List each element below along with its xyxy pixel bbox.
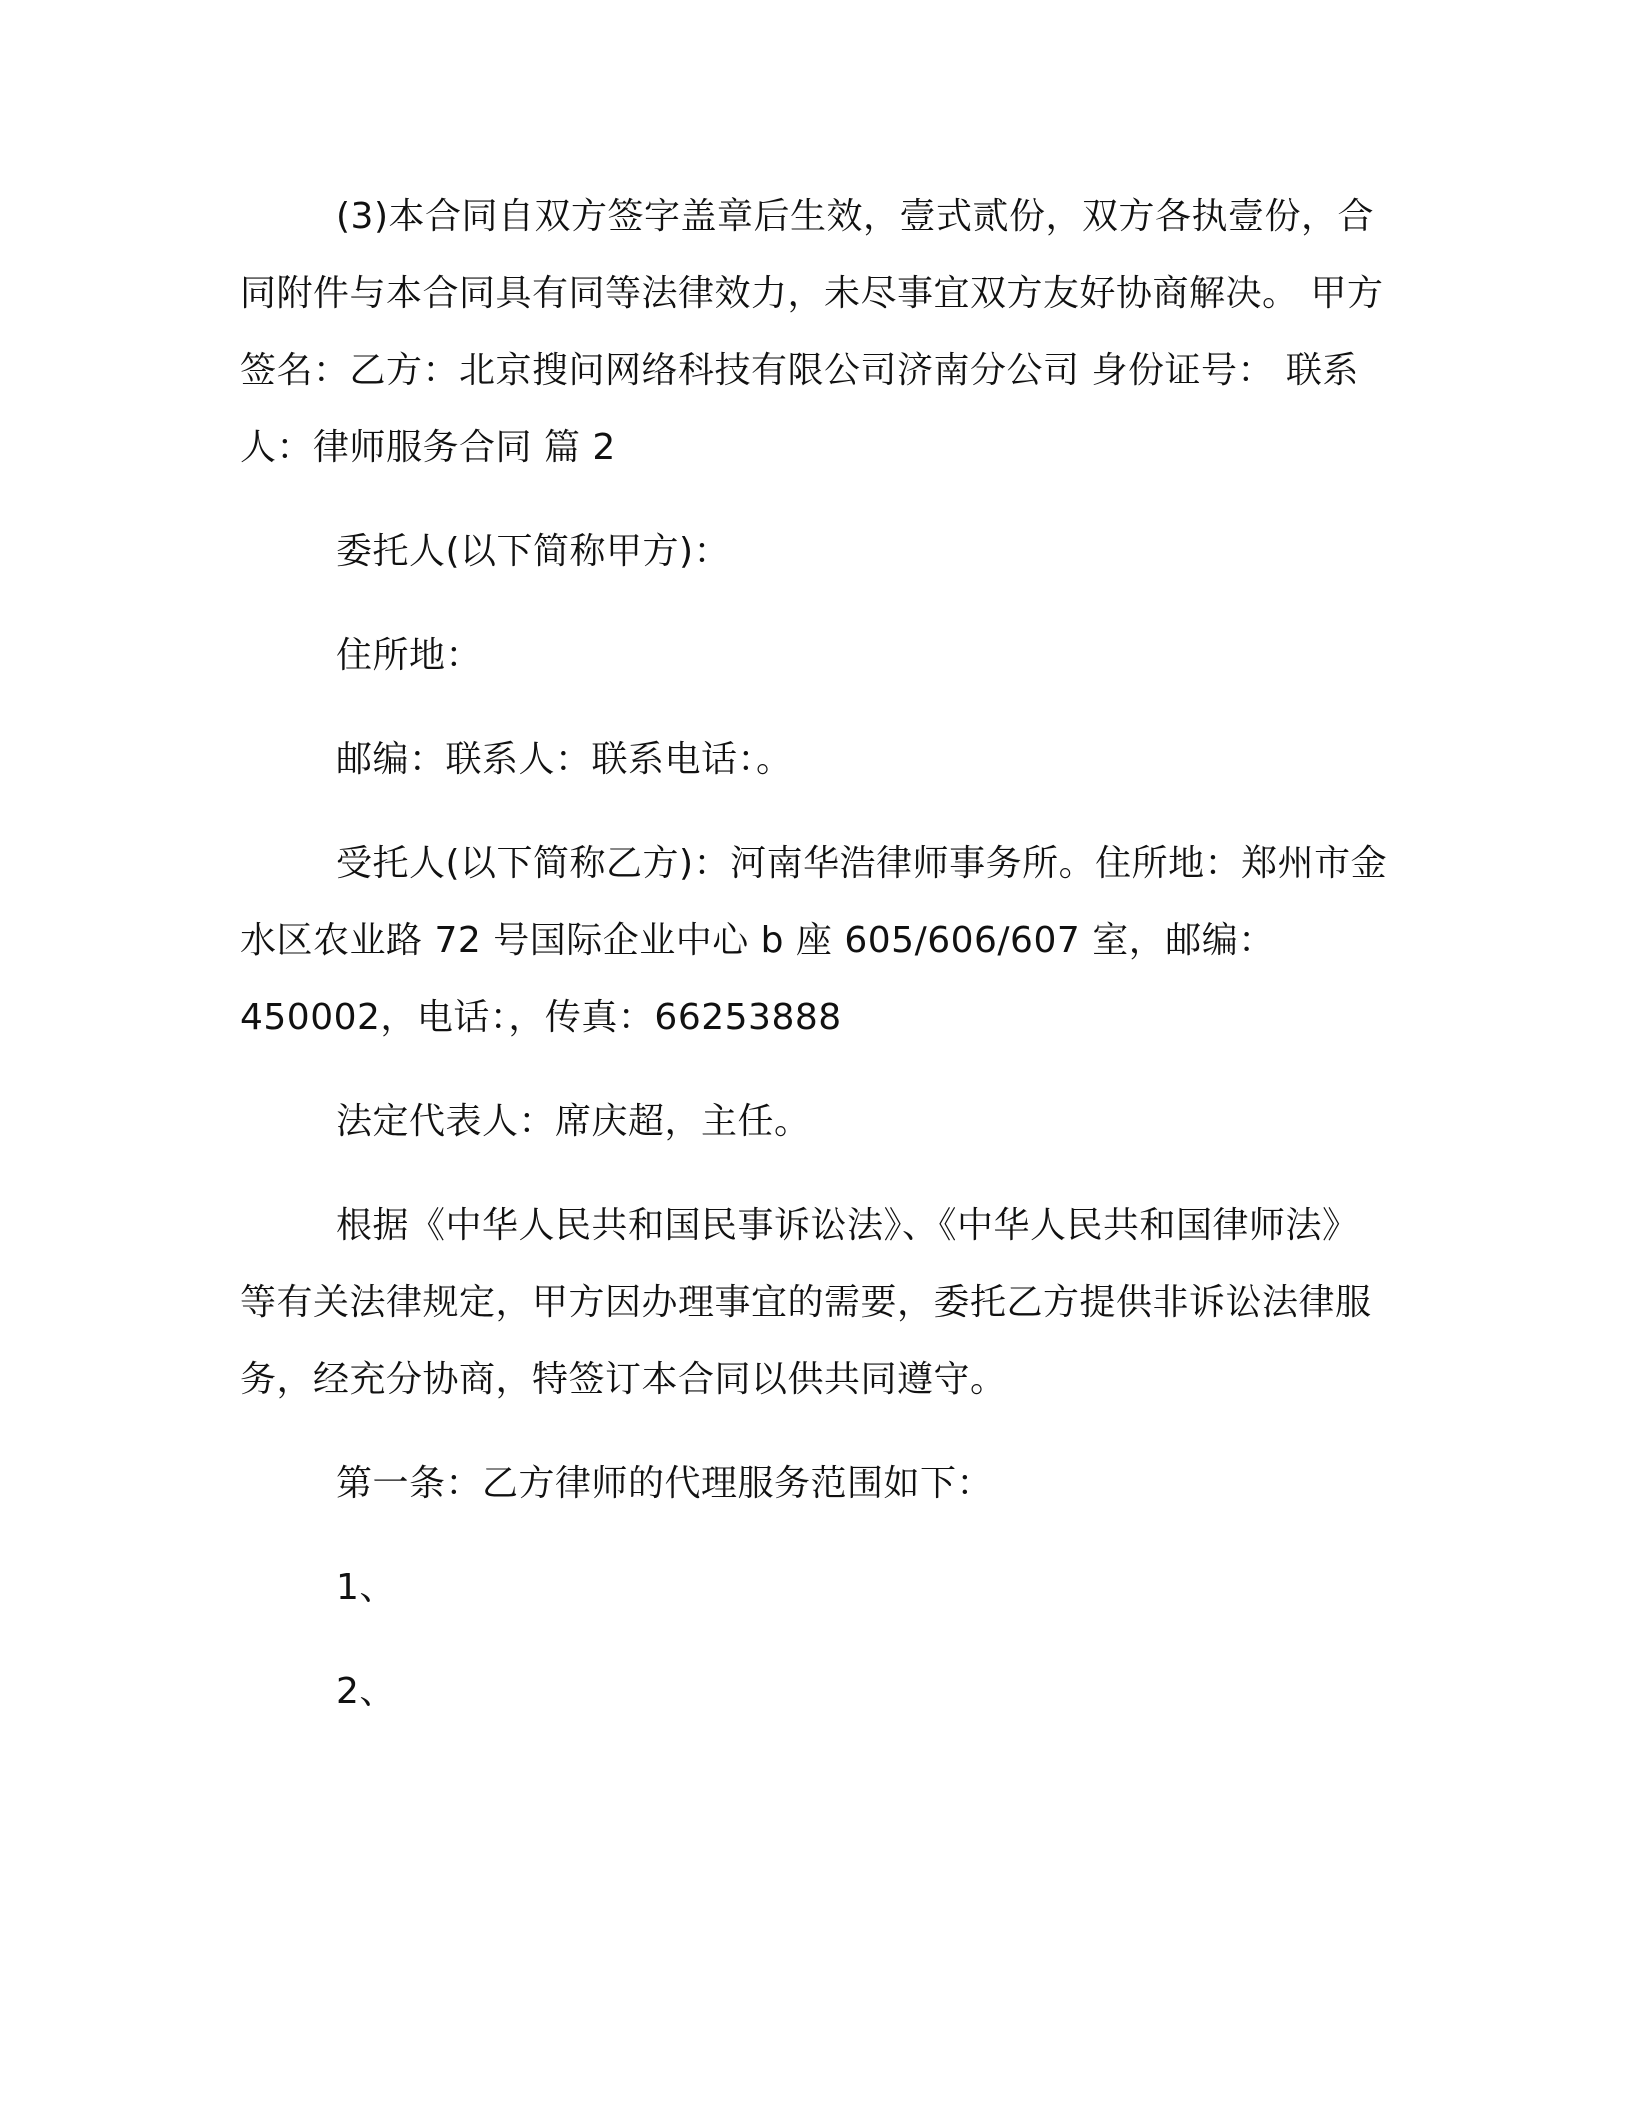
paragraph-client-address: 住所地： — [336, 635, 483, 676]
paragraph-agent-info: 受托人(以下简称乙方)：河南华浩律师事务所。住所地：郑州市金水区农业路 72 号国际企业中心 b 座 605/606/607 室，邮编：450002，电话：，传真：66253888 — [240, 843, 1388, 1038]
document-body — [240, 178, 1390, 1757]
paragraph-client-contact: 邮编：联系人：联系电话：。 — [336, 739, 793, 780]
paragraph-client-heading: 委托人(以下简称甲方)： — [336, 531, 731, 572]
paragraph-legal-representative: 法定代表人：席庆超，主任。 — [336, 1101, 811, 1142]
paragraph-article-one: 第一条：乙方律师的代理服务范围如下： — [336, 1463, 994, 1504]
paragraph-contract-effective-clause: (3)本合同自双方签字盖章后生效，壹式贰份，双方各执壹份，合同附件与本合同具有同等法律效力，未尽事宜双方友好协商解决。 甲方签名：乙方：北京搜问网络科技有限公司济南分公司 身份证号： 联系人：律师服务合同 篇 2 — [240, 196, 1384, 468]
list-item-two: 2、 — [336, 1671, 396, 1712]
list-item-one: 1、 — [336, 1567, 396, 1608]
paragraph-legal-basis: 根据《中华人民共和国民事诉讼法》、《中华人民共和国律师法》等有关法律规定，甲方因办理事宜的需要，委托乙方提供非诉讼法律服务，经充分协商，特签订本合同以供共同遵守。 — [240, 1205, 1372, 1400]
